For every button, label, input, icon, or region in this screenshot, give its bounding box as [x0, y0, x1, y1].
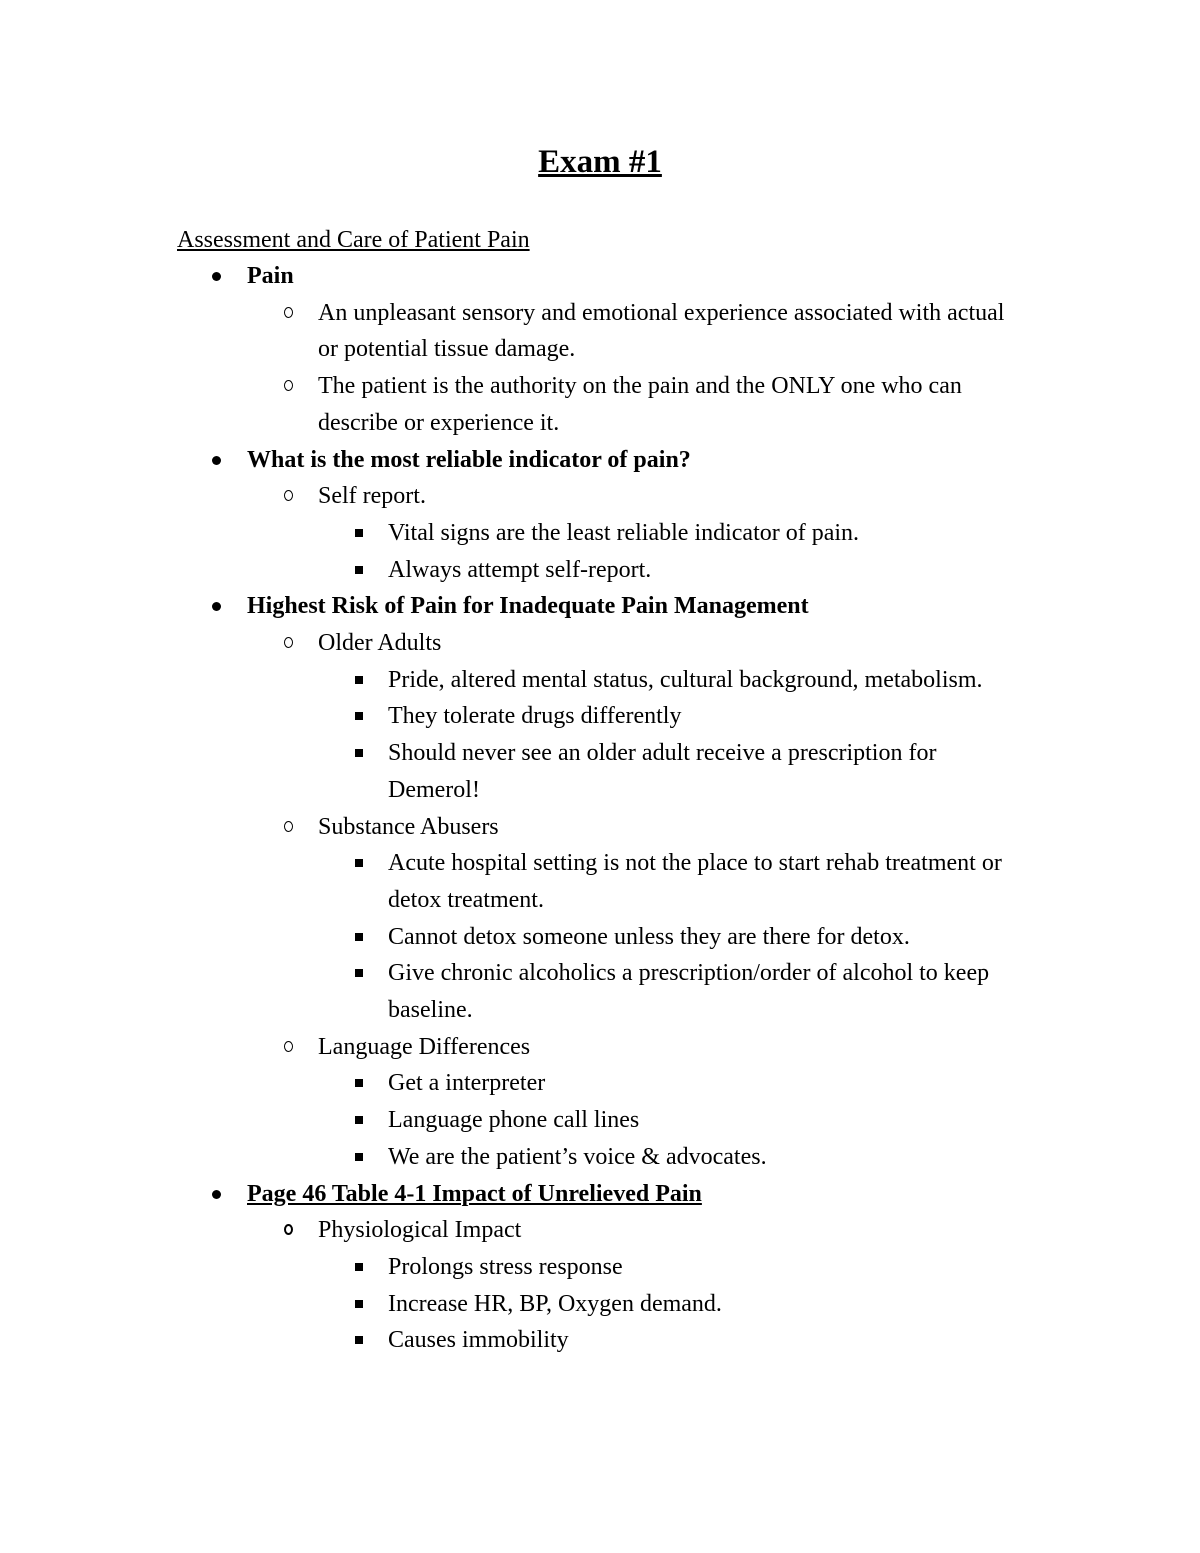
bullet-square-icon	[355, 859, 363, 867]
bullet-disc-icon	[212, 1190, 221, 1199]
bullet-circle-icon	[284, 1224, 293, 1235]
list-item	[0, 442, 1200, 589]
list-item-text: Prolongs stress response	[388, 1253, 623, 1280]
sub-list	[0, 625, 1200, 1176]
list-item	[0, 625, 1200, 809]
list-item-text: Pride, altered mental status, cultural background, metabolism.	[388, 666, 983, 693]
list-item-text: They tolerate drugs differently	[388, 703, 682, 730]
bullet-disc-icon	[212, 456, 221, 465]
bullet-square-icon	[355, 529, 363, 537]
list-item-text: Should never see an older adult receive a prescription for Demerol!	[388, 740, 937, 803]
list-item-text: Language phone call lines	[388, 1107, 640, 1134]
bullet-circle-icon	[284, 821, 293, 832]
list-item	[0, 698, 1200, 735]
list-item-text: Language Differences	[318, 1033, 531, 1060]
list-item	[0, 1176, 1200, 1360]
list-item	[0, 845, 1200, 918]
bullet-square-icon	[355, 933, 363, 941]
list-item	[0, 295, 1200, 368]
list-item	[0, 955, 1200, 1028]
list-item	[0, 1286, 1200, 1323]
list-item-text: Get a interpreter	[388, 1070, 546, 1097]
list-item-text: Acute hospital setting is not the place to start rehab treatment or detox treatment.	[388, 850, 1002, 913]
list-item	[0, 258, 1200, 442]
list-item	[0, 662, 1200, 699]
list-item-text: An unpleasant sensory and emotional experience associated with actual or potential tissue damage.	[318, 299, 1005, 363]
bullet-square-icon	[355, 1116, 363, 1124]
list-item-label: Pain	[247, 263, 294, 289]
bullet-circle-icon	[284, 1041, 293, 1052]
bullet-square-icon	[355, 1263, 363, 1271]
sub-sub-list	[0, 662, 1200, 809]
sub-list	[0, 1212, 1200, 1359]
bullet-circle-icon	[284, 637, 293, 648]
sub-sub-list	[0, 1065, 1200, 1175]
list-item	[0, 1065, 1200, 1102]
bullet-square-icon	[355, 1336, 363, 1344]
list-item	[0, 552, 1200, 589]
bullet-square-icon	[355, 1079, 363, 1087]
list-item-text: Older Adults	[318, 630, 442, 657]
bullet-square-icon	[355, 1153, 363, 1161]
list-item-text: Always attempt self-report.	[388, 556, 652, 583]
list-item-label: Page 46 Table 4-1 Impact of Unrelieved Pain	[247, 1180, 702, 1207]
bullet-square-icon	[355, 712, 363, 720]
bullet-square-icon	[355, 566, 363, 574]
list-item	[0, 1212, 1200, 1359]
list-item	[0, 1139, 1200, 1176]
bullet-square-icon	[355, 676, 363, 684]
list-item-label: Highest Risk of Pain for Inadequate Pain Management	[247, 593, 809, 620]
bullet-circle-icon	[284, 380, 293, 391]
list-item	[0, 588, 1200, 1175]
list-item	[0, 1322, 1200, 1359]
list-item-text: The patient is the authority on the pain and the ONLY one who can describe or experience it.	[318, 373, 962, 436]
list-item-text: Increase HR, BP, Oxygen demand.	[388, 1290, 722, 1317]
sub-list	[0, 295, 1200, 442]
list-item	[0, 1029, 1200, 1176]
list-item-text: We are the patient’s voice & advocates.	[388, 1143, 767, 1170]
bullet-square-icon	[355, 1300, 363, 1308]
list-item-label: What is the most reliable indicator of pain?	[247, 446, 691, 473]
bullet-disc-icon	[212, 272, 221, 281]
list-item-text: Causes immobility	[388, 1327, 569, 1354]
bullet-circle-icon	[284, 307, 293, 318]
list-item	[0, 1102, 1200, 1139]
document-title: Exam #1	[538, 144, 662, 180]
list-item-text: Give chronic alcoholics a prescription/order of alcohol to keep baseline.	[388, 960, 990, 1024]
list-item	[0, 809, 1200, 1029]
list-item	[0, 515, 1200, 552]
list-item-text: Vital signs are the least reliable indicator of pain.	[388, 519, 860, 546]
sub-sub-list	[0, 515, 1200, 588]
section-heading: Assessment and Care of Patient Pain	[177, 227, 530, 253]
list-item	[0, 368, 1200, 441]
list-item	[0, 735, 1200, 808]
list-item	[0, 478, 1200, 588]
sub-sub-list	[0, 845, 1200, 1029]
bullet-disc-icon	[212, 602, 221, 611]
list-item-text: Cannot detox someone unless they are there for detox.	[388, 923, 910, 950]
list-item-text: Physiological Impact	[318, 1217, 522, 1244]
document-body	[0, 258, 1200, 1359]
outline-list	[0, 258, 1200, 1359]
bullet-square-icon	[355, 749, 363, 757]
list-item-text: Self report.	[318, 483, 426, 510]
list-item-text: Substance Abusers	[318, 813, 499, 840]
bullet-circle-icon	[284, 490, 293, 501]
sub-list	[0, 478, 1200, 588]
list-item	[0, 919, 1200, 956]
bullet-square-icon	[355, 969, 363, 977]
list-item	[0, 1249, 1200, 1286]
sub-sub-list	[0, 1249, 1200, 1359]
